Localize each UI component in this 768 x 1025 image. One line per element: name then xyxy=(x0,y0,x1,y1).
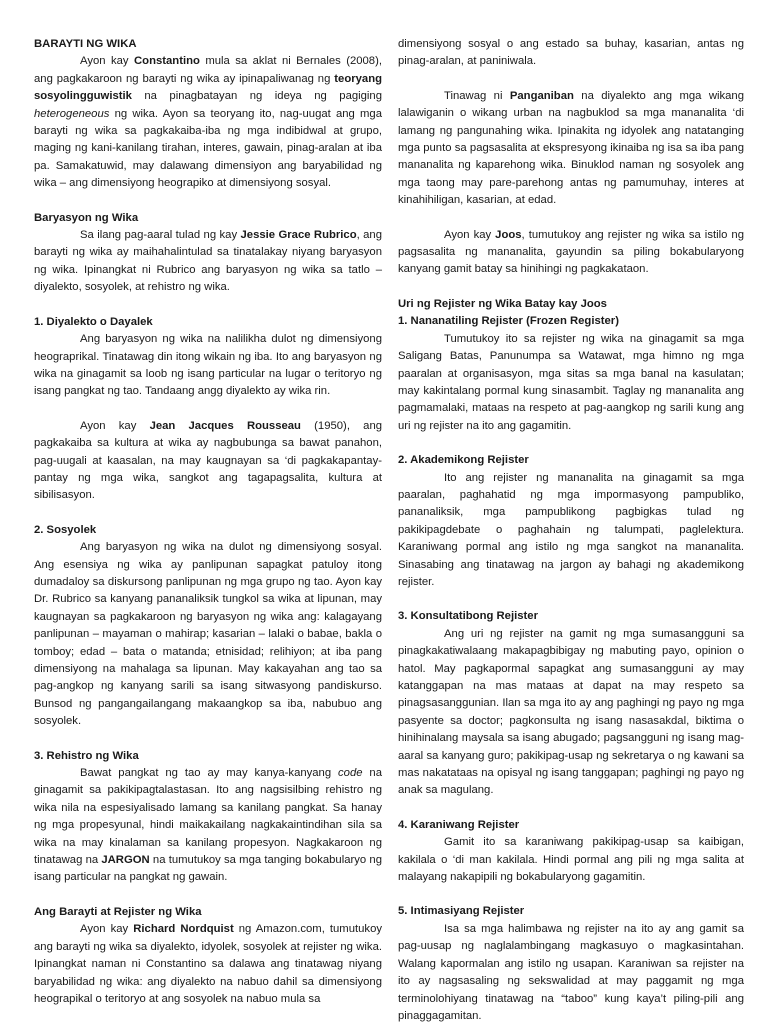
paragraph: Tinawag ni Panganiban na diyalekto ang mga wikang lalawiganin o wikang urban na nagbuklod sa mga mananalita ‘di lamang ng pangunahing wika. Ipinakita ng idyolek ang natatanging mga punto sa pagsasalita at ekspresyong ikinaiba ng isa sa iba pang mananalita ng kaparehong wika. Binuklod naman ng sosyolek ang mga taong may pare-parehong antas ng pamumuhay, interes at kinahihiligan, kasarian, at edad. xyxy=(398,89,744,207)
paragraph: Isa sa mga halimbawa ng rejister na ito ay ang gamit sa pag-uusap ng naglalambingang magkasuyo o magkasintahan. Walang kapormalan ang istilo ng usapan. Karaniwan sa rejister na ito ay nagsasaling ng sekswalidad at may paggamit ng mga terminolohiyang tinatawag na “taboo” kung kaya’t piling-pili ang pinaggagamitan. xyxy=(398,922,744,1022)
subheading: 4. Karaniwang Rejister xyxy=(398,818,520,831)
right-column xyxy=(398,36,744,1025)
paragraph: Ayon kay Richard Nordquist ng Amazon.com, tumutukoy ang barayti ng wika sa diyalekto, idyolek, sosyolek at rejister ng wika. Ipinangkat naman ni Constantino sa dalawa ang tinatawag niyang baryabilidad ng wika: ang diyalekto na nabuo dahil sa dimensiyong heograpikal o teritoryo at ang sosyolek na nabuo mula sa xyxy=(34,923,383,1005)
subheading: 2. Sosyolek xyxy=(34,523,97,536)
subheading: Baryasyon ng Wika xyxy=(34,211,139,224)
paragraph: Ang baryasyon ng wika na nalilikha dulot ng dimensiyong heograprikal. Tinatawag din itong wikain ng iba. Ito ang baryasyon ng wika na ginagamit sa loob ng isang particular na lugar o teritoryo ng isang pangkat ng tao. Tandaang angg diyalekto ay wika rin. xyxy=(34,333,382,398)
paragraph: Ayon kay Constantino mula sa aklat ni Bernales (2008), ang pagkakaroon ng barayti ng wika ay ipinapaliwanag ng teoryang sosyolingguwistik na pinagbatayan ng ideya ng pagiging heterogeneous ng wika. Ayon sa teoryang ito, nag-uugat ang mga barayti ng wika sa pagkakaiba-iba ng mga indibidwal at grupo, maging ng kani-kanilang tirahan, interes, gawain, pinag-aralan at iba pa. Samakatuwid, may dalawang dimensiyon ang baryabilidad ng wika – ang dimensiyong heograpiko at dimensiyong sosyal. xyxy=(34,55,382,190)
subheading: 3. Rehistro ng Wika xyxy=(34,749,139,762)
paragraph: Bawat pangkat ng tao ay may kanya-kanyang code na ginagamit sa pakikipagtalastasan. Ito ang nagsisilbing rehistro ng wika nila na espesiyalisado lamang sa kanilang pangkat. Sa hanay ng mga propesyunal, hindi maikakailang nagkakaintindihan sila sa wika na may kinalaman sa kanilang propesyon. Nagkakaroon ng tinatawag na JARGON na tumutukoy sa mga tanging bokabularyo ng isang particular na pangkat ng gawain. xyxy=(34,767,382,884)
paragraph: Ayon kay Jean Jacques Rousseau (1950), ang pagkakaiba sa kultura at wika ay nagbubunga sa bawat panahon, pag-uugali at kaasalan, na may kaugnayan sa ‘di pagkakapantay-pantay ng mga wika, sangkot ang tagapagsalita, kultura at sibilisasyon. xyxy=(34,419,383,502)
paragraph: Tumutukoy ito sa rejister ng wika na ginagamit sa mga Saligang Batas, Panunumpa sa Watawat, mga himno ng mga paaralan at organisasyon, mga sitas sa mga banal na kasulatan; may kakintalang pormal kung sinasambit. Taglay ng mananalita ang pagmamalaki, mataas na respeto at pag-aangkop ng sarili kung ang uri ng rejister na ito ang gagamitin. xyxy=(398,332,744,432)
subheading: Uri ng Rejister ng Wika Batay kay Joos xyxy=(398,297,607,310)
paragraph: Ito ang rejister ng mananalita na ginagamit sa mga paaralan, paghahatid ng mga impormasyong pampubliko, pananaliksik, mga pampublikong pagbigkas tulad ng pakikipagdebate o paghahain ng talumpati, paglelektura. Karaniwang pormal ang istilo ng mga sangkot na mananalita. Sinasabing ang tinatawag na jargon ay bahagi ng akademikong rejister. xyxy=(398,471,744,588)
paragraph: Ayon kay Joos, tumutukoy ang rejister ng wika sa istilo ng pagsasalita ng mananalita, gayundin sa piling bokabularyong kanyang gamit batay sa hinihingi ng pagkakataon. xyxy=(398,228,744,276)
section-title: BARAYTI NG WIKA xyxy=(34,38,137,50)
paragraph: Ang baryasyon ng wika na dulot ng dimensiyong sosyal. Ang esensiya ng wika ay panlipunan sapagkat patuloy itong dumadaloy sa diskursong panlipunan ng mga grupo ng tao. Ayon kay Dr. Rubrico sa kanyang pananaliksik tungkol sa wika at lipunan, may kaugnayan sa pagkakaroon ng baryasyon ng wika ang: kalagayang panlipunan – mayaman o mahirap; kasarian – lalaki o babae, bakla o tomboy; edad – bata o matanda; etnisidad; relihiyon; at iba pang dimensiyong na mahalaga sa lipunan. May kakayahan ang tao sa pag-angkop ng kanyang sarili sa isang sitwasyong pandiskurso. Bunsod ng pangangailangang makaangkop sa iba, nabubuo ang sosyolek. xyxy=(34,541,382,728)
paragraph: Gamit ito sa karaniwang pakikipag-usap sa kaibigan, kakilala o ‘di man kakilala. Hindi pormal ang pili ng mga salita at malayang nakapipili ng bokabularyong gagamitin. xyxy=(398,836,744,884)
subheading: 1. Nananatiling Rejister (Frozen Register) xyxy=(398,315,619,328)
paragraph: Sa ilang pag-aaral tulad ng kay Jessie Grace Rubrico, ang barayti ng wika ay maihahalintulad sa tinatalakay niyang baryasyon ng wika. Ipinangkat ni Rubrico ang baryasyon ng wika sa tatlo – diyalekto, sosyolek, at rehistro ng wika. xyxy=(34,229,382,294)
paragraph: dimensiyong sosyal o ang estado sa buhay, kasarian, antas ng pinag-aralan, at paniniwala. xyxy=(398,38,744,68)
subheading: 3. Konsultatibong Rejister xyxy=(398,610,538,623)
subheading: 2. Akademikong Rejister xyxy=(398,454,529,467)
subheading: Ang Barayti at Rejister ng Wika xyxy=(34,905,202,918)
subheading: 5. Intimasiyang Rejister xyxy=(398,905,525,918)
left-column xyxy=(34,36,382,1008)
subheading: 1. Diyalekto o Dayalek xyxy=(34,315,153,328)
paragraph: Ang uri ng rejister na gamit ng mga sumasangguni sa pinagkakatiwalaang makapagbibigay ng mabuting payo, opinion o hatol. May pagkapormal sapagkat ang sumasangguni ay may katanggapan na mas mataas at dapat na may respeto sa pinagsasanggunian. Ilan sa mga ito ay ang paghingi ng payo ng mga pasyente sa doctor; pagkonsulta ng isang nasasakdal, biktima o hinihinalang maysala sa isang abugado; pagsangguni ng isang mag-aaral sa kanyang guro; pakikipag-usap ng sekretarya o ng kawani sa mas nakatataas na opisyal ng isang tanggapan; paghingi ng payo ng anak sa magulang. xyxy=(398,627,744,797)
